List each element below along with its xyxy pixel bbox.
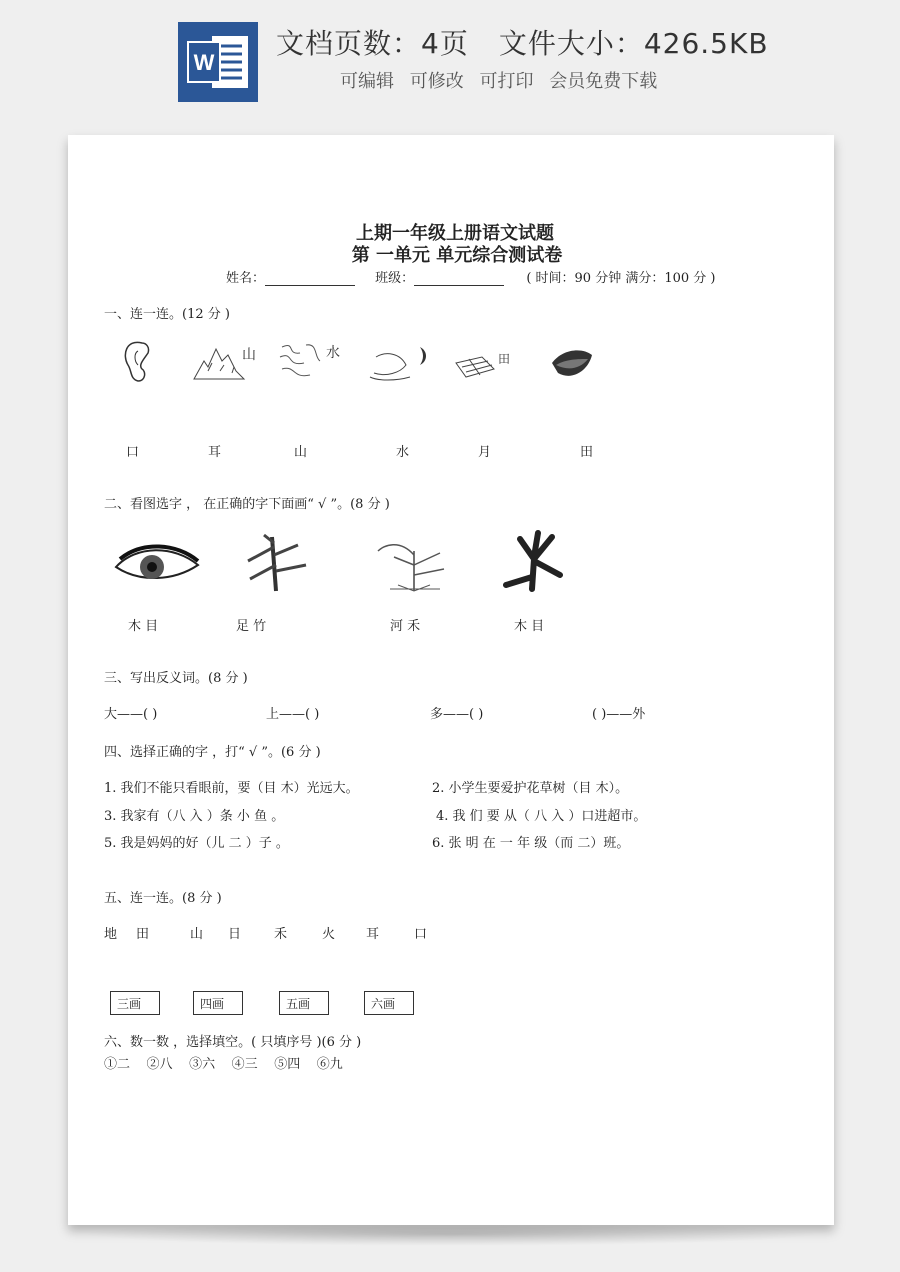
- s5-char-tian: 田: [136, 927, 150, 942]
- name-label: 姓名：: [226, 271, 266, 286]
- choice-item-6[interactable]: 6. 张 明 在 一 年 级（而 二）班。: [432, 836, 630, 851]
- feature-editable: 可编辑: [340, 71, 394, 92]
- choice-item-4[interactable]: 4. 我 们 要 从（ 八 入 ）口进超市。: [436, 809, 647, 824]
- field-drawing: [452, 349, 516, 381]
- s2-options-bamboo: 足 竹: [236, 619, 267, 634]
- s5-char-kou: 口: [414, 927, 428, 942]
- antonym-item-2[interactable]: 上——( ): [266, 707, 320, 722]
- section5-heading: 五、连一连。(8 分 ): [104, 891, 222, 906]
- doc-title: 上期一年级上册语文试题: [356, 223, 554, 244]
- section6-heading: 六、数一数 ，选择填空。( 只填序号 )(6 分 ): [104, 1035, 362, 1050]
- antonym-item-4[interactable]: ( )——外: [592, 707, 646, 722]
- doc-subtitle: 第 一单元 单元综合测试卷: [351, 245, 563, 266]
- s1-char-tian: 田: [580, 445, 594, 460]
- choice-item-2[interactable]: 2. 小学生要爱护花草树（目 木）。: [432, 781, 629, 796]
- choice-item-1[interactable]: 1. 我们不能只看眼前，要（目 木）光远大。: [104, 781, 359, 796]
- time-score: ( 时间：90 分钟 满分：100 分 ): [526, 271, 716, 286]
- eye-drawing: [112, 541, 202, 591]
- page-count: 文档页数：4页: [276, 27, 469, 60]
- section4-heading: 四、选择正确的字 ，打“ √ ”。(6 分 ): [104, 745, 321, 760]
- bamboo-drawing: [236, 531, 316, 595]
- doc-meta-title: [276, 22, 799, 62]
- s1-char-shan: 山: [294, 445, 308, 460]
- ear-drawing: [116, 335, 156, 385]
- stroke-box-4[interactable]: 四画: [193, 991, 243, 1015]
- word-document-icon: [178, 22, 258, 102]
- s5-char-he: 禾: [274, 927, 288, 942]
- s6-option-4: ④三: [231, 1057, 258, 1072]
- s6-option-3: ③六: [189, 1057, 216, 1072]
- tree-drawing: [498, 527, 574, 593]
- antonym-item-3[interactable]: 多——( ): [430, 707, 484, 722]
- file-size: 文件大小：426.5KB: [498, 27, 769, 60]
- grain-drawing: [370, 535, 456, 593]
- svg-text:W: W: [193, 50, 215, 75]
- s6-option-2: ②八: [146, 1057, 173, 1072]
- info-line: [226, 267, 715, 286]
- water-drawing: [276, 339, 348, 385]
- stroke-box-6[interactable]: 六画: [364, 991, 414, 1015]
- s6-options: [104, 1053, 343, 1072]
- s6-option-1: ①二: [104, 1057, 131, 1072]
- choice-item-3[interactable]: 3. 我家有（八 入 ）条 小 鱼 。: [104, 809, 285, 824]
- stroke-box-3[interactable]: 三画: [110, 991, 160, 1015]
- mountain-drawing: [190, 341, 258, 383]
- s1-char-kou: 口: [126, 445, 140, 460]
- s1-char-yue: 月: [478, 445, 492, 460]
- s6-option-5: ⑤四: [274, 1057, 301, 1072]
- choice-item-5[interactable]: 5. 我是妈妈的好（儿 二 ）子 。: [104, 836, 289, 851]
- s1-char-er: 耳: [208, 445, 222, 460]
- section2-heading: 二、看图选字 ， 在正确的字下面画“ √ ”。(8 分 ): [104, 497, 390, 512]
- svg-text:水: 水: [326, 345, 340, 361]
- name-blank[interactable]: [265, 273, 355, 286]
- feature-member-download: 会员免费下载: [549, 71, 658, 92]
- s5-char-huo: 火: [322, 927, 336, 942]
- mouth-drawing: [548, 345, 594, 383]
- feature-modifiable: 可修改: [409, 71, 464, 92]
- stroke-box-5[interactable]: 五画: [279, 991, 329, 1015]
- s5-char-er: 耳: [366, 927, 380, 942]
- s2-options-eye: 木 目: [128, 619, 159, 634]
- document-page: [68, 135, 834, 1225]
- section1-heading: 一、连一连。(12 分 ): [104, 307, 230, 322]
- s5-char-shan: 山: [190, 927, 204, 942]
- s5-char-ri: 日: [228, 927, 242, 942]
- moon-drawing: [366, 343, 432, 383]
- s2-options-grain: 河 禾: [390, 619, 421, 634]
- s6-option-6: ⑥九: [316, 1057, 343, 1072]
- paper-shadow: [80, 1222, 822, 1246]
- class-label: 班级：: [375, 271, 415, 286]
- s1-char-shui: 水: [396, 445, 410, 460]
- svg-text:田: 田: [498, 352, 511, 366]
- svg-text:山: 山: [242, 347, 256, 363]
- doc-features: [340, 67, 667, 93]
- class-blank[interactable]: [414, 273, 504, 286]
- antonym-item-1[interactable]: 大——( ): [104, 707, 158, 722]
- s2-options-tree: 木 目: [514, 619, 545, 634]
- section3-heading: 三、写出反义词。(8 分 ): [104, 671, 248, 686]
- s5-char-di: 地: [104, 927, 118, 942]
- feature-printable: 可打印: [479, 71, 534, 92]
